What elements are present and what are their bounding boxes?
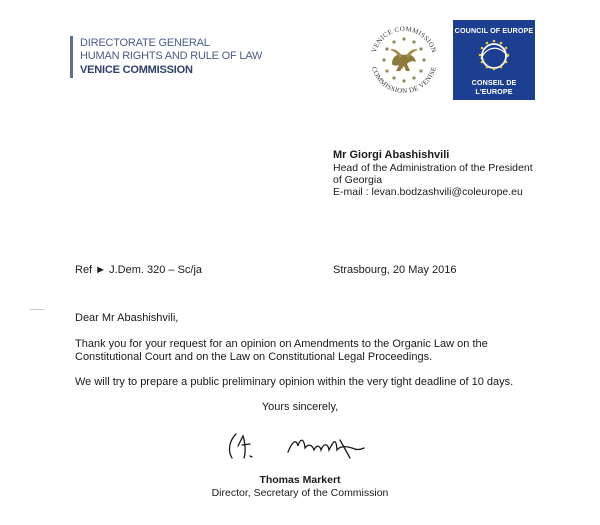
reference-number: Ref ► J.Dem. 320 – Sc/ja — [75, 264, 203, 276]
directorate-line-1: DIRECTORATE GENERAL — [80, 37, 210, 49]
directorate-line-2: HUMAN RIGHTS AND RULE OF LAW — [80, 50, 263, 62]
salutation: Dear Mr Abashishvili, — [75, 312, 179, 324]
seal-text-top: VENICE COMMISSION — [369, 24, 439, 54]
closing: Yours sincerely, — [261, 401, 339, 413]
coe-name-en: COUNCIL OF EUROPE — [454, 26, 534, 35]
addressee-title-line-2: of Georgia — [333, 174, 383, 186]
addressee-title-line-1: Head of the Administration of the President — [333, 162, 533, 174]
signatory-name: Thomas Markert — [259, 474, 341, 486]
winged-lion-icon — [390, 49, 418, 71]
coe-star-circle-icon — [453, 35, 535, 75]
signatory-title: Director, Secretary of the Commission — [211, 487, 389, 499]
place-and-date: Strasbourg, 20 May 2016 — [333, 264, 457, 276]
directorate-accent-bar — [70, 36, 73, 78]
addressee-email: E-mail : levan.bodzashvili@coleurope.eu — [333, 186, 523, 198]
directorate-line-3: VENICE COMMISSION — [80, 64, 193, 76]
seal-text-bottom: COMMISSION DE VENISE — [369, 65, 439, 96]
handwritten-signature — [222, 430, 392, 464]
paragraph-1-line-1: Thank you for your request for an opinion on Amendments to the Organic Law on the — [75, 338, 488, 350]
addressee-name: Mr Giorgi Abashishvili — [333, 149, 450, 161]
paragraph-2: We will try to prepare a public preliminary opinion within the very tight deadline of 10 days. — [75, 376, 514, 388]
coe-name-fr: CONSEIL DE L'EUROPE — [471, 78, 517, 96]
fold-mark — [30, 309, 44, 310]
paragraph-1-line-2: Constitutional Court and on the Law on Constitutional Legal Proceedings. — [75, 351, 433, 363]
venice-commission-seal-logo — [362, 18, 446, 102]
